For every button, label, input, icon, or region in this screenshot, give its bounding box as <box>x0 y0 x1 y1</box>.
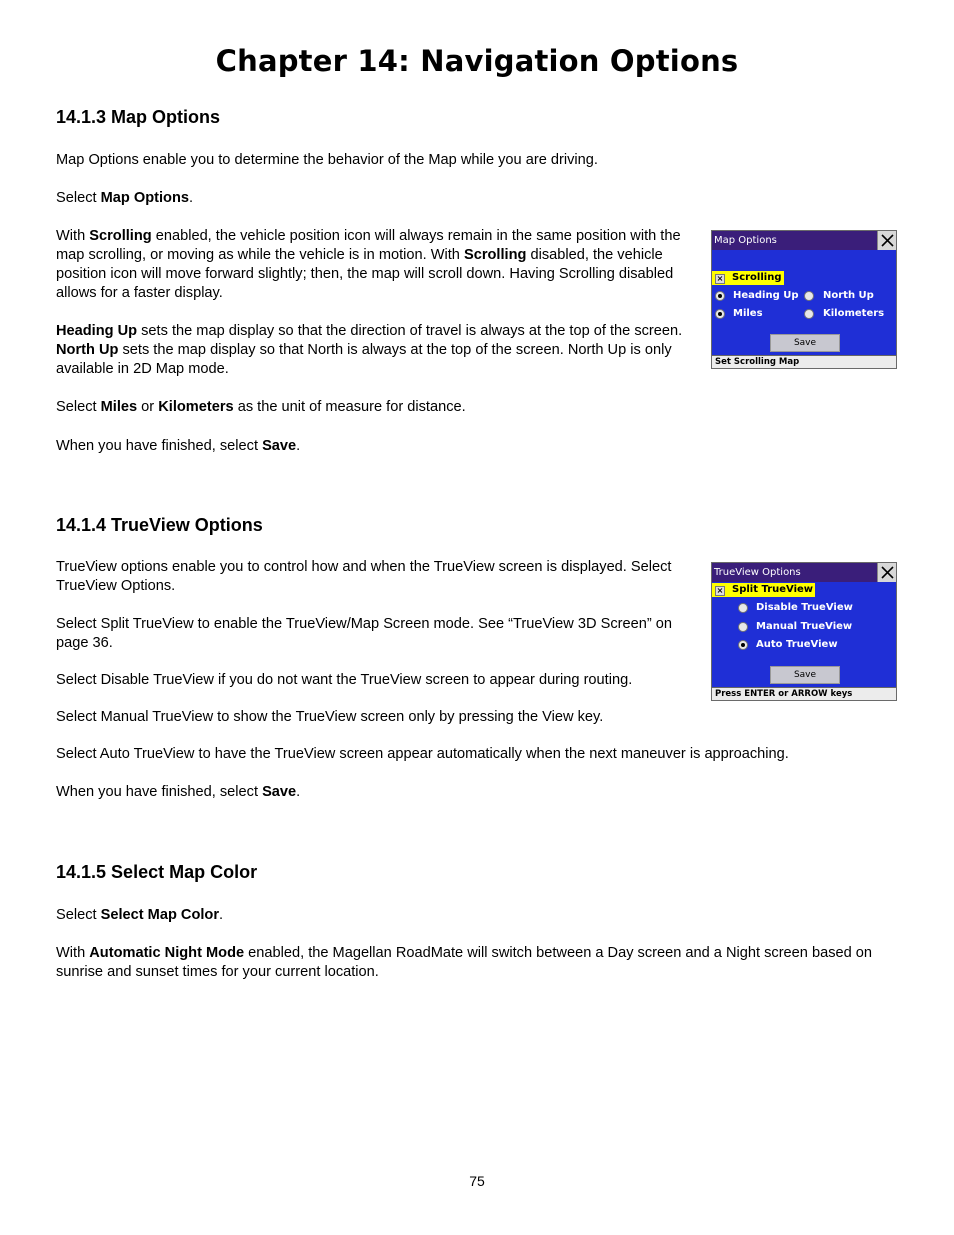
radio-auto-trueview-icon[interactable] <box>738 640 748 650</box>
manual-trueview-description: Select Manual TrueView to show the TrueView screen only by pressing the View key. <box>56 709 604 725</box>
save-button[interactable]: Save <box>770 666 840 684</box>
checkbox-checked-icon: × <box>716 586 724 595</box>
heading-up-option[interactable]: Heading Up <box>733 290 799 301</box>
auto-trueview-description: Select Auto TrueView to have the TrueView screen appear automatically when the next maneuver is approaching. <box>56 746 789 762</box>
map-color-select: Select Select Map Color. <box>56 907 224 923</box>
radio-heading-up-icon[interactable] <box>715 291 725 301</box>
radio-manual-trueview-icon[interactable] <box>738 622 748 632</box>
radio-north-up-icon[interactable] <box>804 291 814 301</box>
screen-title: TrueView Options <box>714 567 801 578</box>
checkbox-checked-icon: × <box>716 274 724 283</box>
close-icon[interactable] <box>877 231 896 250</box>
close-icon[interactable] <box>877 563 896 582</box>
scrolling-option[interactable]: × Scrolling <box>712 271 784 285</box>
kilometers-option[interactable]: Kilometers <box>823 308 885 319</box>
page-number: 75 <box>469 1173 485 1189</box>
heading-up-description: Heading Up sets the map display so that the direction of travel is always at the top of the screen. North Up sets the map display so that North is always at the top of the screen. North Up is only available in 2D Map mode. <box>56 323 683 377</box>
disable-trueview-description: Select Disable TrueView if you do not want the TrueView screen to appear during routing. <box>56 672 633 688</box>
section-heading-map-color: 14.1.5 Select Map Color <box>56 862 258 882</box>
units-description: Select Miles or Kilometers as the unit of measure for distance. <box>56 399 466 415</box>
map-options-select: Select Map Options. <box>56 190 194 206</box>
section-heading-trueview-options: 14.1.4 TrueView Options <box>56 515 263 535</box>
screen-titlebar <box>712 563 896 582</box>
radio-disable-trueview-icon[interactable] <box>738 603 748 613</box>
status-bar: Set Scrolling Map <box>712 355 896 368</box>
auto-trueview-option[interactable]: Auto TrueView <box>756 639 838 650</box>
split-trueview-option[interactable]: × Split TrueView <box>712 583 815 597</box>
map-options-finish: When you have finished, select Save. <box>56 438 301 454</box>
screen-title: Map Options <box>714 235 777 246</box>
map-options-intro: Map Options enable you to determine the behavior of the Map while you are driving. <box>56 152 598 168</box>
radio-kilometers-icon[interactable] <box>804 309 814 319</box>
trueview-options-screen <box>711 562 897 701</box>
save-button[interactable]: Save <box>770 334 840 352</box>
manual-trueview-option[interactable]: Manual TrueView <box>756 621 853 632</box>
trueview-intro: TrueView options enable you to control how and when the TrueView screen is displayed. Select TrueView Options. <box>56 559 672 594</box>
scrolling-description: With Scrolling enabled, the vehicle position icon will always remain in the same position with the map scrolling, or moving as while the vehicle is in motion. With Scrolling disabled, the vehicle position icon will move forward slightly; then, the map will scroll down. Having Scrolling disabled allows for a faster display. <box>56 228 681 301</box>
map-options-screen <box>711 230 897 369</box>
north-up-option[interactable]: North Up <box>823 290 874 301</box>
night-mode-description: With Automatic Night Mode enabled, the Magellan RoadMate will switch between a Day screen and a Night screen based on sunrise and sunset times for your current location. <box>56 945 873 980</box>
split-trueview-description: Select Split TrueView to enable the TrueView/Map Screen mode. See “TrueView 3D Screen” on page 36. <box>56 616 672 651</box>
radio-miles-icon[interactable] <box>715 309 725 319</box>
chapter-title: Chapter 14: Navigation Options <box>215 44 739 78</box>
screen-titlebar <box>712 231 896 250</box>
miles-option[interactable]: Miles <box>733 308 763 319</box>
section-heading-map-options: 14.1.3 Map Options <box>56 107 221 127</box>
status-bar: Press ENTER or ARROW keys <box>712 687 896 700</box>
trueview-finish: When you have finished, select Save. <box>56 784 301 800</box>
disable-trueview-option[interactable]: Disable TrueView <box>756 602 853 613</box>
